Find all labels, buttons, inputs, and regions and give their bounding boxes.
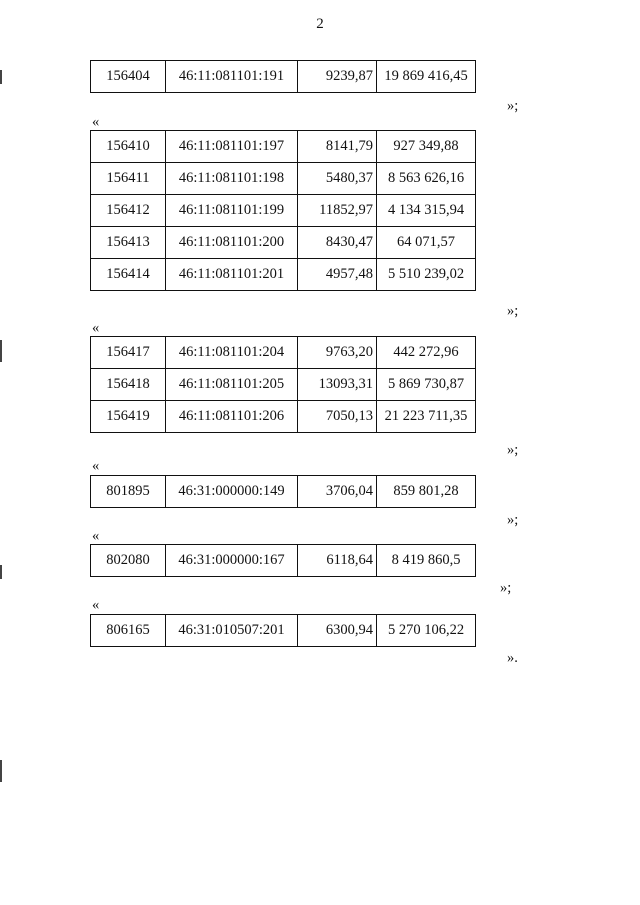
table-block	[90, 336, 476, 433]
table-cell: 19 869 416,45	[377, 61, 476, 93]
table-cell: 46:31:000000:167	[166, 545, 298, 577]
scan-mark	[0, 340, 2, 362]
opening-quote: «	[92, 320, 100, 336]
table-row	[91, 259, 476, 291]
table-row	[91, 401, 476, 433]
closing-quote: »;	[507, 442, 519, 458]
table-cell: 46:11:081101:197	[166, 131, 298, 163]
table-row	[91, 195, 476, 227]
table-cell: 46:11:081101:199	[166, 195, 298, 227]
table-cell: 156404	[91, 61, 166, 93]
table-row	[91, 163, 476, 195]
table-cell: 8 419 860,5	[377, 545, 476, 577]
table-row	[91, 227, 476, 259]
data-table	[90, 544, 476, 577]
table-cell: 156417	[91, 337, 166, 369]
table-block	[90, 60, 476, 93]
table-cell: 46:11:081101:198	[166, 163, 298, 195]
data-table	[90, 614, 476, 647]
data-table	[90, 60, 476, 93]
table-row	[91, 61, 476, 93]
table-cell: 156418	[91, 369, 166, 401]
table-cell: 5 869 730,87	[377, 369, 476, 401]
table-cell: 801895	[91, 476, 166, 508]
table-cell: 11852,97	[298, 195, 377, 227]
closing-quote: ».	[507, 650, 518, 666]
table-cell: 859 801,28	[377, 476, 476, 508]
closing-quote: »;	[507, 512, 519, 528]
table-cell: 806165	[91, 615, 166, 647]
table-cell: 46:11:081101:205	[166, 369, 298, 401]
table-cell: 8 563 626,16	[377, 163, 476, 195]
opening-quote: «	[92, 597, 100, 613]
table-cell: 156414	[91, 259, 166, 291]
table-row	[91, 337, 476, 369]
table-row	[91, 545, 476, 577]
table-row	[91, 615, 476, 647]
table-cell: 927 349,88	[377, 131, 476, 163]
table-cell: 156412	[91, 195, 166, 227]
table-cell: 4957,48	[298, 259, 377, 291]
table-cell: 5 270 106,22	[377, 615, 476, 647]
table-cell: 9763,20	[298, 337, 377, 369]
scan-mark	[0, 70, 2, 84]
table-row	[91, 131, 476, 163]
table-cell: 8430,47	[298, 227, 377, 259]
scan-mark	[0, 760, 2, 782]
scan-mark	[0, 565, 2, 579]
table-cell: 9239,87	[298, 61, 377, 93]
table-cell: 5 510 239,02	[377, 259, 476, 291]
opening-quote: «	[92, 458, 100, 474]
table-cell: 5480,37	[298, 163, 377, 195]
table-cell: 46:31:000000:149	[166, 476, 298, 508]
table-cell: 6118,64	[298, 545, 377, 577]
table-cell: 156413	[91, 227, 166, 259]
table-cell: 156410	[91, 131, 166, 163]
page-number: 2	[316, 16, 324, 32]
table-cell: 4 134 315,94	[377, 195, 476, 227]
table-cell: 8141,79	[298, 131, 377, 163]
opening-quote: «	[92, 114, 100, 130]
table-block	[90, 130, 476, 291]
table-row	[91, 476, 476, 508]
closing-quote: »;	[507, 98, 519, 114]
table-cell: 7050,13	[298, 401, 377, 433]
table-cell: 3706,04	[298, 476, 377, 508]
data-table	[90, 336, 476, 433]
table-block	[90, 475, 476, 508]
table-cell: 21 223 711,35	[377, 401, 476, 433]
table-cell: 46:11:081101:201	[166, 259, 298, 291]
table-cell: 6300,94	[298, 615, 377, 647]
table-cell: 156411	[91, 163, 166, 195]
table-cell: 13093,31	[298, 369, 377, 401]
data-table	[90, 475, 476, 508]
table-cell: 46:11:081101:204	[166, 337, 298, 369]
table-cell: 46:11:081101:191	[166, 61, 298, 93]
table-cell: 802080	[91, 545, 166, 577]
table-cell: 64 071,57	[377, 227, 476, 259]
table-cell: 156419	[91, 401, 166, 433]
table-cell: 46:11:081101:206	[166, 401, 298, 433]
table-cell: 46:31:010507:201	[166, 615, 298, 647]
table-block	[90, 614, 476, 647]
table-row	[91, 369, 476, 401]
table-cell: 46:11:081101:200	[166, 227, 298, 259]
table-cell: 442 272,96	[377, 337, 476, 369]
table-block	[90, 544, 476, 577]
closing-quote: »;	[500, 580, 512, 596]
closing-quote: »;	[507, 303, 519, 319]
opening-quote: «	[92, 528, 100, 544]
data-table	[90, 130, 476, 291]
